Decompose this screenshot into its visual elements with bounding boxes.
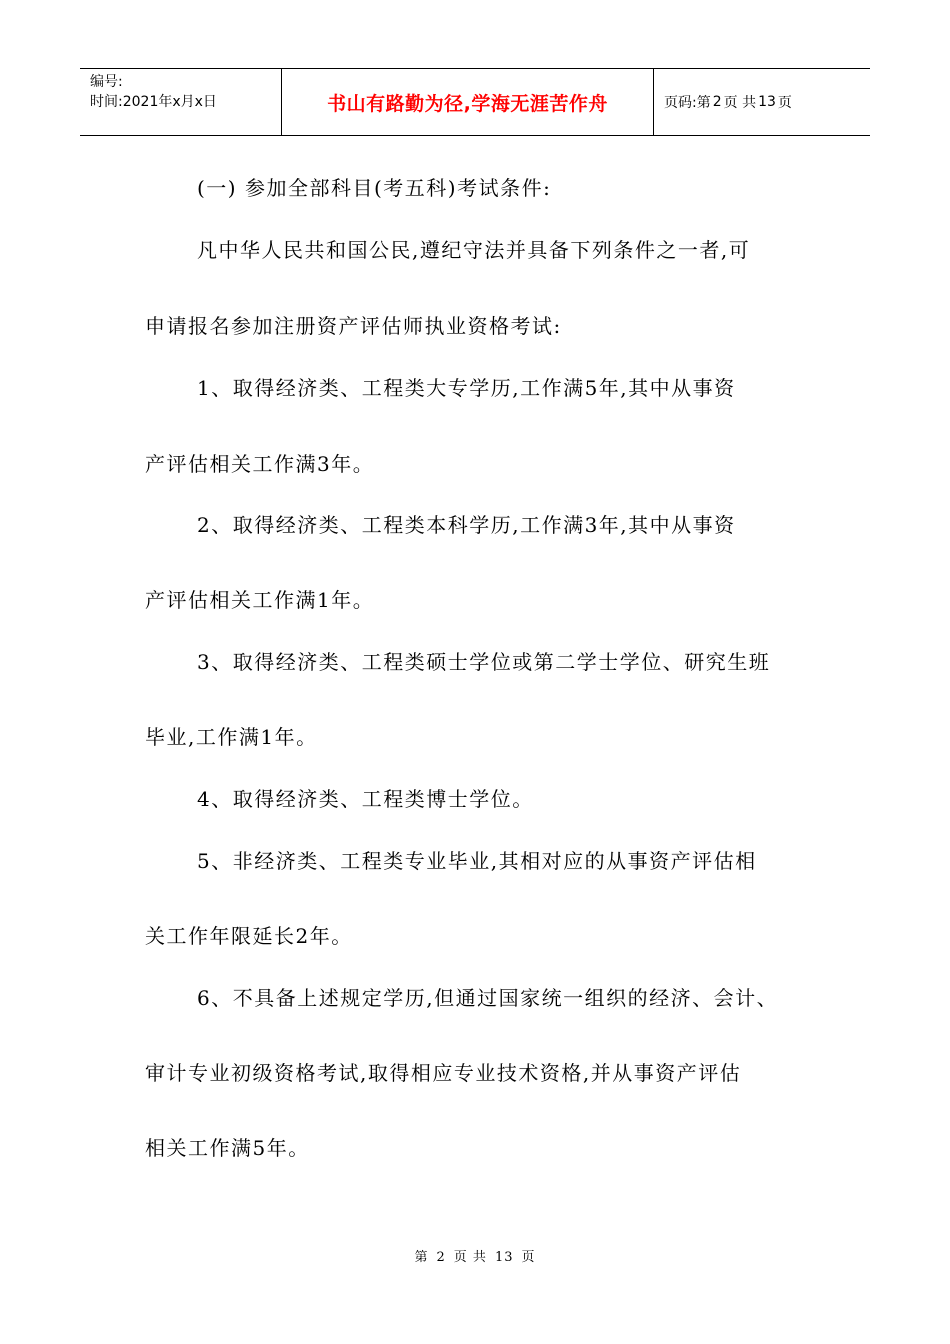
- paragraph-line: 产评估相关工作满3年。: [145, 452, 375, 476]
- footer-page-total: 13: [494, 1250, 514, 1265]
- paragraph-line: 4、取得经济类、工程类博士学位。: [197, 787, 534, 811]
- paragraph-line: 凡中华人民共和国公民,遵纪守法并具备下列条件之一者,可: [197, 238, 751, 262]
- paragraph-line: 关工作年限延长2年。: [145, 924, 353, 948]
- header-motto: 书山有路勤为径,学海无涯苦作舟: [282, 69, 654, 135]
- page-header: [80, 68, 870, 136]
- paragraph-line: 3、取得经济类、工程类硕士学位或第二学士学位、研究生班: [197, 650, 771, 674]
- page-footer: [0, 1246, 950, 1265]
- paragraph-line: (一) 参加全部科目(考五科)考试条件:: [197, 176, 552, 200]
- footer-page-current: 2: [436, 1250, 446, 1265]
- page-label-mid: 页 共: [723, 95, 757, 111]
- header-page-indicator: [654, 69, 870, 135]
- footer-suffix: 页: [521, 1250, 536, 1265]
- paragraph-line: 产评估相关工作满1年。: [145, 588, 375, 612]
- paragraph-line: 5、非经济类、工程类专业毕业,其相对应的从事资产评估相: [197, 849, 757, 873]
- document-time-label: 时间:2021年x月x日: [90, 94, 217, 110]
- paragraph-line: 申请报名参加注册资产评估师执业资格考试:: [145, 314, 562, 338]
- paragraph-line: 2、取得经济类、工程类本科学历,工作满3年,其中从事资: [197, 513, 736, 537]
- header-meta: [80, 69, 282, 135]
- page-total: 13: [758, 94, 776, 110]
- paragraph-line: 相关工作满5年。: [145, 1136, 310, 1160]
- paragraph-line: 6、不具备上述规定学历,但通过国家统一组织的经济、会计、: [197, 986, 779, 1010]
- document-number-label: 编号:: [90, 74, 123, 90]
- page-current: 2: [712, 94, 722, 110]
- footer-mid: 页 共: [453, 1250, 487, 1265]
- paragraph-line: 审计专业初级资格考试,取得相应专业技术资格,并从事资产评估: [145, 1061, 742, 1085]
- page-label-suffix: 页: [777, 95, 792, 111]
- page-label-prefix: 页码:第: [664, 95, 711, 111]
- paragraph-line: 1、取得经济类、工程类大专学历,工作满5年,其中从事资: [197, 376, 736, 400]
- footer-prefix: 第: [414, 1250, 429, 1265]
- paragraph-line: 毕业,工作满1年。: [145, 725, 318, 749]
